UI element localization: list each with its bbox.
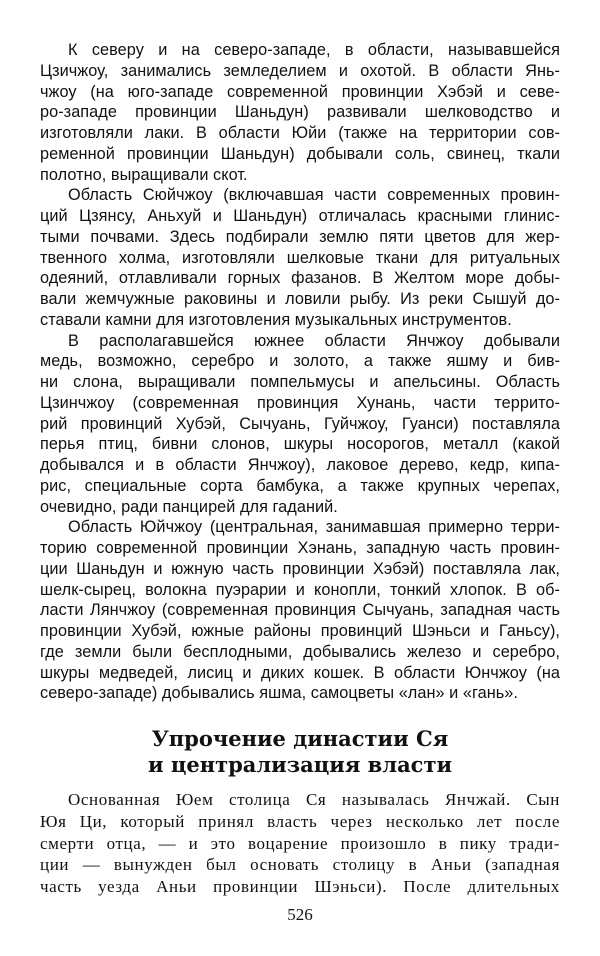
text-line: перья птиц, бивни слонов, шкуры носорогов, металл (какой	[40, 435, 560, 454]
text-line: шкуры медведей, лисиц и диких кошек. В области Юнчжоу (на	[40, 663, 560, 682]
text-line: Область Сюйчжоу (включавшая части современных провин-	[68, 186, 560, 205]
section-heading	[40, 726, 560, 778]
page-number: 526	[287, 905, 313, 924]
text-line: Юя Ци, который принял власть через несколько лет после	[40, 811, 560, 831]
text-line: В располагавшейся южнее области Янчжоу добывали	[68, 331, 560, 350]
paragraph-xia-capital	[40, 789, 560, 898]
text-line: очевидно, ради панцирей для гаданий.	[40, 497, 338, 516]
text-line: ставали камни для изготовления музыкальных инструментов.	[40, 310, 512, 329]
text-line: Область Юйчжоу (центральная, занимавшая примерно терри-	[68, 518, 560, 537]
text-line: тыми почвами. Здесь подбирали землю пяти цветов для жер-	[40, 227, 560, 246]
text-line: смерти отца, — и это воцарение произошло в пику тради-	[40, 833, 560, 853]
text-line: К северу и на северо-западе, в области, называвшейся	[68, 41, 560, 59]
paragraph-xuzhou	[40, 185, 560, 330]
text-line: Основанная Юем столица Ся называлась Янчжай. Сын	[68, 790, 560, 809]
text-line: добывался и в области Янчжоу), лаковое дерево, кедр, кипа-	[40, 456, 560, 474]
text-line: ласти Лянчжоу (современная провинция Сычуань, западная часть	[40, 601, 560, 620]
text-line: рий провинций Хубэй, Сычуань, Гуйчжоу, Гуанси) поставляла	[40, 414, 560, 433]
text-line: одеяний, отлавливали горных фазанов. В Желтом море добы-	[40, 269, 560, 288]
text-line: Цзичжоу, занимались земледелием и охотой. В области Янь-	[40, 61, 560, 80]
text-line: изготовляли лаки. В области Юйи (также на территории сов-	[40, 124, 560, 142]
paragraph-yangzhou	[40, 331, 560, 518]
text-line: шелк-сырец, волокна пуэрарии и конопли, тонкий хлопок. В об-	[40, 580, 560, 599]
text-line: северо-западе) добывались яшма, самоцветы «лан» и «гань».	[40, 684, 518, 703]
text-line: ции — вынужден был основать столицу в Аньи (западная	[40, 855, 560, 875]
paragraph-jizhou	[40, 40, 560, 185]
text-line: Цзинчжоу (современная провинция Хунань, части террито-	[40, 393, 560, 412]
text-line: ро-западе провинции Шаньдун) развивали шелководство и	[40, 103, 560, 122]
text-line: вали жемчужные раковины и ловили рыбу. Из реки Сышуй до-	[40, 290, 560, 308]
section-heading-line-1: Упрочение династии Ся	[151, 726, 449, 751]
body-text-upper	[40, 40, 560, 704]
text-line: рис, специальные сорта бамбука, а также крупных черепах,	[40, 476, 560, 495]
text-line: ременной провинции Шаньдун) добывали соль, свинец, ткали	[40, 144, 560, 163]
text-line: часть уезда Аньи провинции Шэньси). После длительных	[40, 877, 560, 897]
text-line: ции Шаньдун и южную часть провинции Хэбэй) поставляла лак,	[40, 559, 560, 578]
text-line: полотно, выращивали скот.	[40, 165, 248, 184]
body-text-section	[40, 789, 560, 898]
text-line: медь, возможно, серебро и золото, а также яшму и бив-	[40, 352, 560, 371]
section-heading-line-2: и централизация власти	[147, 752, 453, 777]
text-line: ни слона, выращивали помпельмусы и апельсины. Область	[40, 373, 560, 391]
text-line: твенного холма, изготовляли шелковые ткани для ритуальных	[40, 248, 560, 267]
text-line: где земли были бесплодными, добывались железо и серебро,	[40, 642, 560, 661]
text-line: чжоу (на юго-западе современной провинции Хэбэй и севе-	[40, 82, 560, 101]
text-line: ций Цзянсу, Аньхуй и Шаньдун) отличалась красными глинис-	[40, 207, 560, 225]
text-line: провинции Хубэй, южные районы провинций Шэньси и Ганьсу),	[40, 622, 560, 640]
paragraph-yuzhou	[40, 517, 560, 704]
text-line: торию современной провинции Хэнань, западную часть провин-	[40, 539, 560, 557]
